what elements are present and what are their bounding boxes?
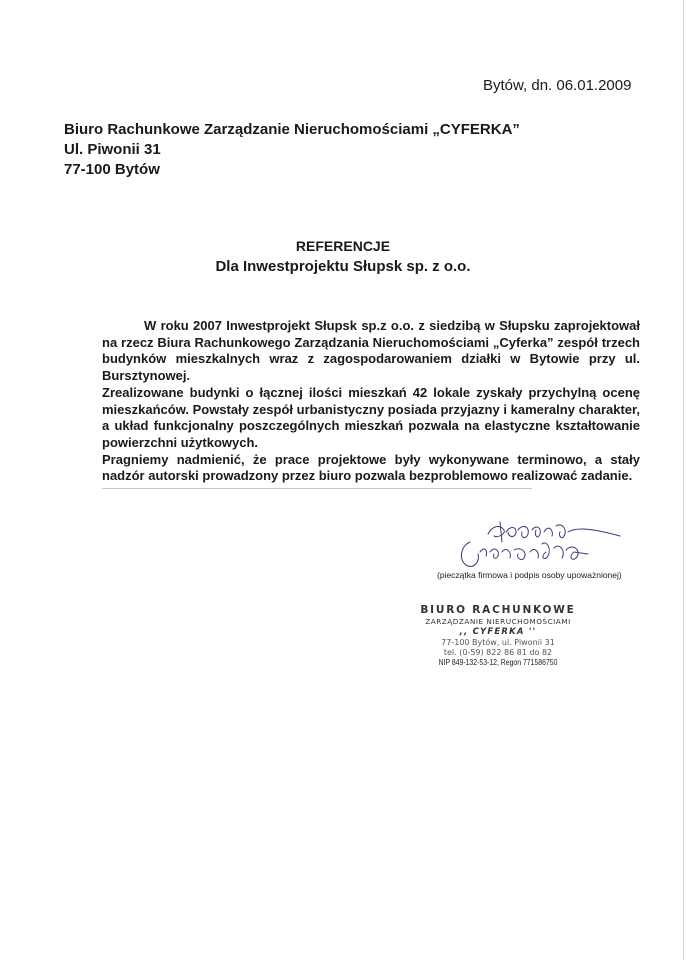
addressee-street: Ul. Piwonii 31 (64, 141, 161, 158)
handwritten-signature (448, 512, 628, 572)
addressee-city: 77-100 Bytów (64, 161, 160, 178)
body-paragraph-2: Zrealizowane budynki o łącznej ilości mieszkań 42 lokale zyskały przychylną ocenę mieszkańców. Powstały zespół urbanistyczny posiada przyjazny i kameralny charakter, a układ funkcjonalny poszczególnych mieszkań pozwala na elastyczne kształtowanie powierzchni użytkowych. (102, 384, 640, 450)
stamp-company-subtitle: ZARZĄDZANIE NIERUCHOMOŚCIAMI (425, 617, 571, 626)
company-stamp (418, 604, 578, 667)
date-line: Bytów, dn. 06.01.2009 (483, 77, 632, 94)
faint-rule-line (102, 488, 532, 489)
stamp-brand: ,, CYFERKA '' (459, 627, 537, 637)
body-paragraph-3: Pragniemy nadmienić, że prace projektowe były wykonywane terminowo, a stały nadzór autorski prowadzony przez biuro pozwala bezproblemowo realizować zadanie. (102, 451, 640, 484)
signature-caption: (pieczątka firmowa i podpis osoby upoważnionej) (437, 570, 622, 580)
addressee-name: Biuro Rachunkowe Zarządzanie Nieruchomościami „CYFERKA” (64, 121, 520, 138)
document-title: REFERENCJE (295, 238, 391, 254)
stamp-phone: tel. (0-59) 822 86 81 do 82 (443, 648, 553, 657)
addressee-block (64, 120, 520, 180)
stamp-tax-ids: NIP 849-132-53-12, Regon 771586750 (438, 658, 558, 667)
scan-edge-line (683, 0, 684, 960)
letter-body (102, 318, 640, 485)
stamp-address: 77-100 Bytów, ul. Piwonii 31 (441, 638, 555, 647)
stamp-company-name: BIURO RACHUNKOWE (420, 604, 576, 616)
body-paragraph-1: W roku 2007 Inwestprojekt Słupsk sp.z o.o. z siedzibą w Słupsku zaprojektował na rzecz Biura Rachunkowego Zarządzania Nieruchomościami „Cyferka” zespół trzech budynków mieszkalnych wraz z zagospodarowaniem działki w Bytowie przy ul. Bursztynowej. (102, 318, 640, 384)
document-subtitle: Dla Inwestprojektu Słupsk sp. z o.o. (215, 258, 471, 275)
